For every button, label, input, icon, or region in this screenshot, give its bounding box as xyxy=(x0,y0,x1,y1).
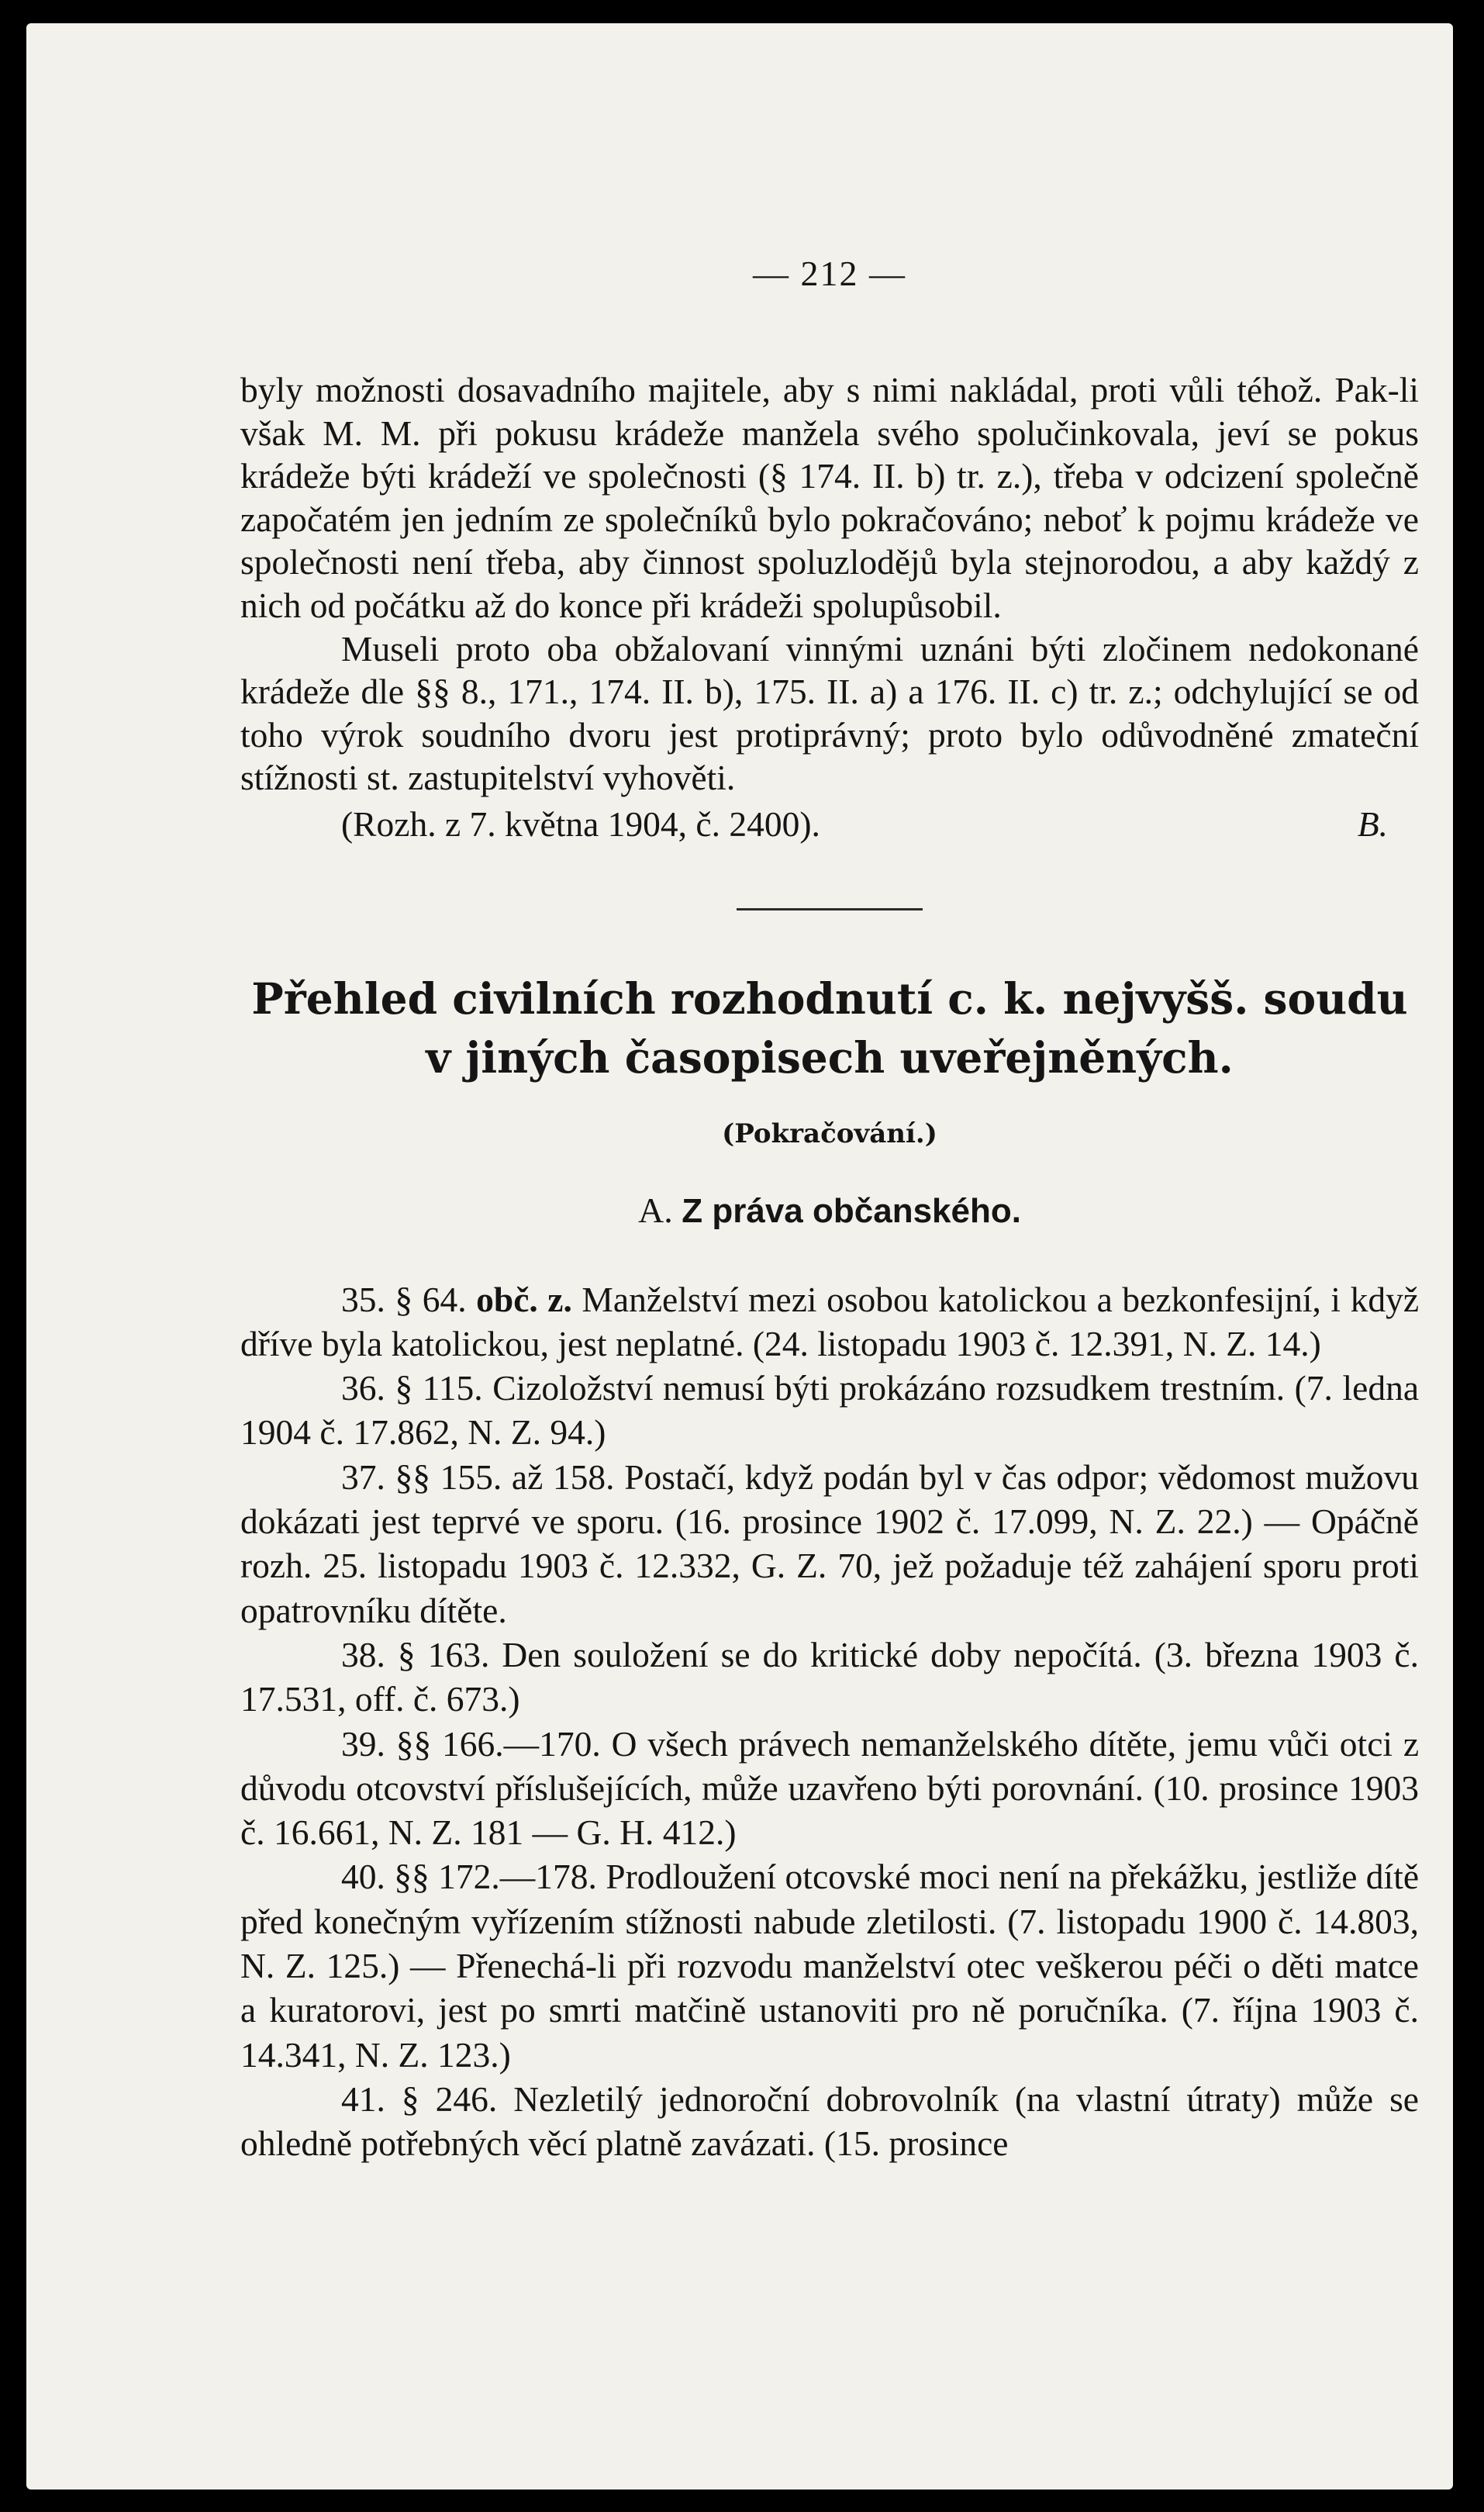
continuation-note: (Pokračování.) xyxy=(722,1118,937,1149)
section-heading xyxy=(240,969,1419,1087)
entry-text: Prodloužení otcovské moci není na překážku, jestliže dítě před konečným vyřízením stížnosti nabude zletilosti. (7. listopadu 1900 č. 14.803, N. Z. 125.) — Přenechá-li při rozvodu manželství otec veškerou péči o děti matce a kuratorovi, jest po smrti matčině ustanoviti pro ně poručníka. (7. října 1903 č. 14.341, N. Z. 123.) xyxy=(240,1857,1420,2075)
subsection-title xyxy=(240,1190,1419,1231)
entry-paragraph-ref: §§ 155. až 158. xyxy=(395,1456,615,1497)
entry-number: 38. xyxy=(341,1634,385,1674)
entry-text: Postačí, když podán byl v čas odpor; vědomost mužovu dokázati jest teprvé ve sporu. (16. prosince 1902 č. 17.099, N. Z. 22.) — Opáčně rozh. 25. listopadu 1903 č. 12.332, G. Z. 70, jež požaduje též zahájení sporu proti opatrovníku dítěte. xyxy=(240,1456,1420,1630)
entry-number: 41. xyxy=(341,2078,385,2119)
page-number: — 212 — xyxy=(753,254,906,293)
entry-number: 37. xyxy=(341,1456,385,1497)
decision-entries xyxy=(240,1277,1419,2166)
entry-text: O všech právech nemanželského dítěte, jemu vůči otci z důvodu otcovství příslušejících, může uzavřeno býti porovnání. (10. prosince 1903 č. 16.661, N. Z. 181 — G. H. 412.) xyxy=(240,1723,1420,1853)
entry-text: Nezletilý jednoroční dobrovolník (na vlastní útraty) může se ohledně potřebných věcí platně zavázati. (15. prosince xyxy=(240,2078,1419,2164)
decision-entry xyxy=(240,1722,1419,1855)
entry-paragraph-ref: §§ 166.—170. xyxy=(395,1723,601,1764)
entry-number: 35. xyxy=(341,1279,385,1319)
entry-number: 40. xyxy=(341,1857,385,1897)
entry-paragraph-ref: §§ 172.—178. xyxy=(394,1857,597,1897)
decision-entry xyxy=(240,1633,1419,1722)
decision-reference-line xyxy=(240,803,1419,846)
decision-reference: (Rozh. z 7. května 1904, č. 2400). xyxy=(341,803,820,844)
subsection-name: Z práva občanského. xyxy=(682,1191,1021,1230)
entry-paragraph-ref: § 163. xyxy=(397,1634,490,1674)
section-divider xyxy=(737,908,923,910)
entry-number: 36. xyxy=(341,1368,385,1408)
entry-text: Manželství mezi osobou katolickou a bezkonfesijní, i když dříve byla katolickou, jest neplatné. (24. listopadu 1903 č. 12.391, N. Z. 14.) xyxy=(240,1279,1420,1363)
author-initial: B. xyxy=(1357,803,1388,844)
text-column xyxy=(240,253,1419,2165)
decision-entry xyxy=(240,1366,1419,1455)
entry-paragraph-ref: § 246. xyxy=(401,2078,498,2119)
decision-entry xyxy=(240,2077,1419,2166)
heading-line-2: v jiných časopisech uveřejněných. xyxy=(426,1031,1234,1083)
entry-text: Den souložení se do kritické doby nepočítá. (3. března 1903 č. 17.531, off. č. 673.) xyxy=(240,1634,1419,1719)
entry-text: Cizoložství nemusí býti prokázáno rozsudkem trestním. (7. ledna 1904 č. 17.862, N. Z. 94.) xyxy=(240,1368,1420,1453)
entry-code: obč. z. xyxy=(476,1279,572,1319)
decision-entry xyxy=(240,1277,1419,1367)
entry-number: 39. xyxy=(341,1723,385,1764)
entry-paragraph-ref: § 115. xyxy=(395,1368,483,1408)
entry-paragraph-ref: § 64. xyxy=(395,1279,467,1319)
body-paragraph-1: byly možnosti dosavadního majitele, aby s nimi nakládal, proti vůli téhož. Pak-li však M. M. při pokusu krádeže manžela svého spolučinkovala, jeví se pokus krádeže býti krádeží ve společnosti (§ 174. II. b) tr. z.), třeba v odcizení společně započatém jen jedním ze společníků bylo pokračováno; neboť k pojmu krádeže ve společnosti není třeba, aby činnost spoluzlodějů byla stejnorodou, a aby každý z nich od počátku až do konce při krádeži spolupůsobil. xyxy=(240,370,1419,625)
subsection-letter: A. xyxy=(638,1190,673,1230)
decision-entry xyxy=(240,1455,1419,1633)
decision-entry xyxy=(240,1854,1419,2076)
body-paragraph-2: Museli proto oba obžalovaní vinnými uznáni býti zločinem nedokonané krádeže dle §§ 8., 171., 174. II. b), 175. II. a) a 176. II. c) tr. z.; odchylující se od toho výrok soudního dvoru jest protiprávný; proto bylo odůvodněné zmateční stížnosti st. zastupitelství vyhověti. xyxy=(240,628,1419,798)
scanned-page xyxy=(26,23,1453,2490)
heading-line-1: Přehled civilních rozhodnutí c. k. nejvyšš. soudu xyxy=(251,973,1408,1024)
